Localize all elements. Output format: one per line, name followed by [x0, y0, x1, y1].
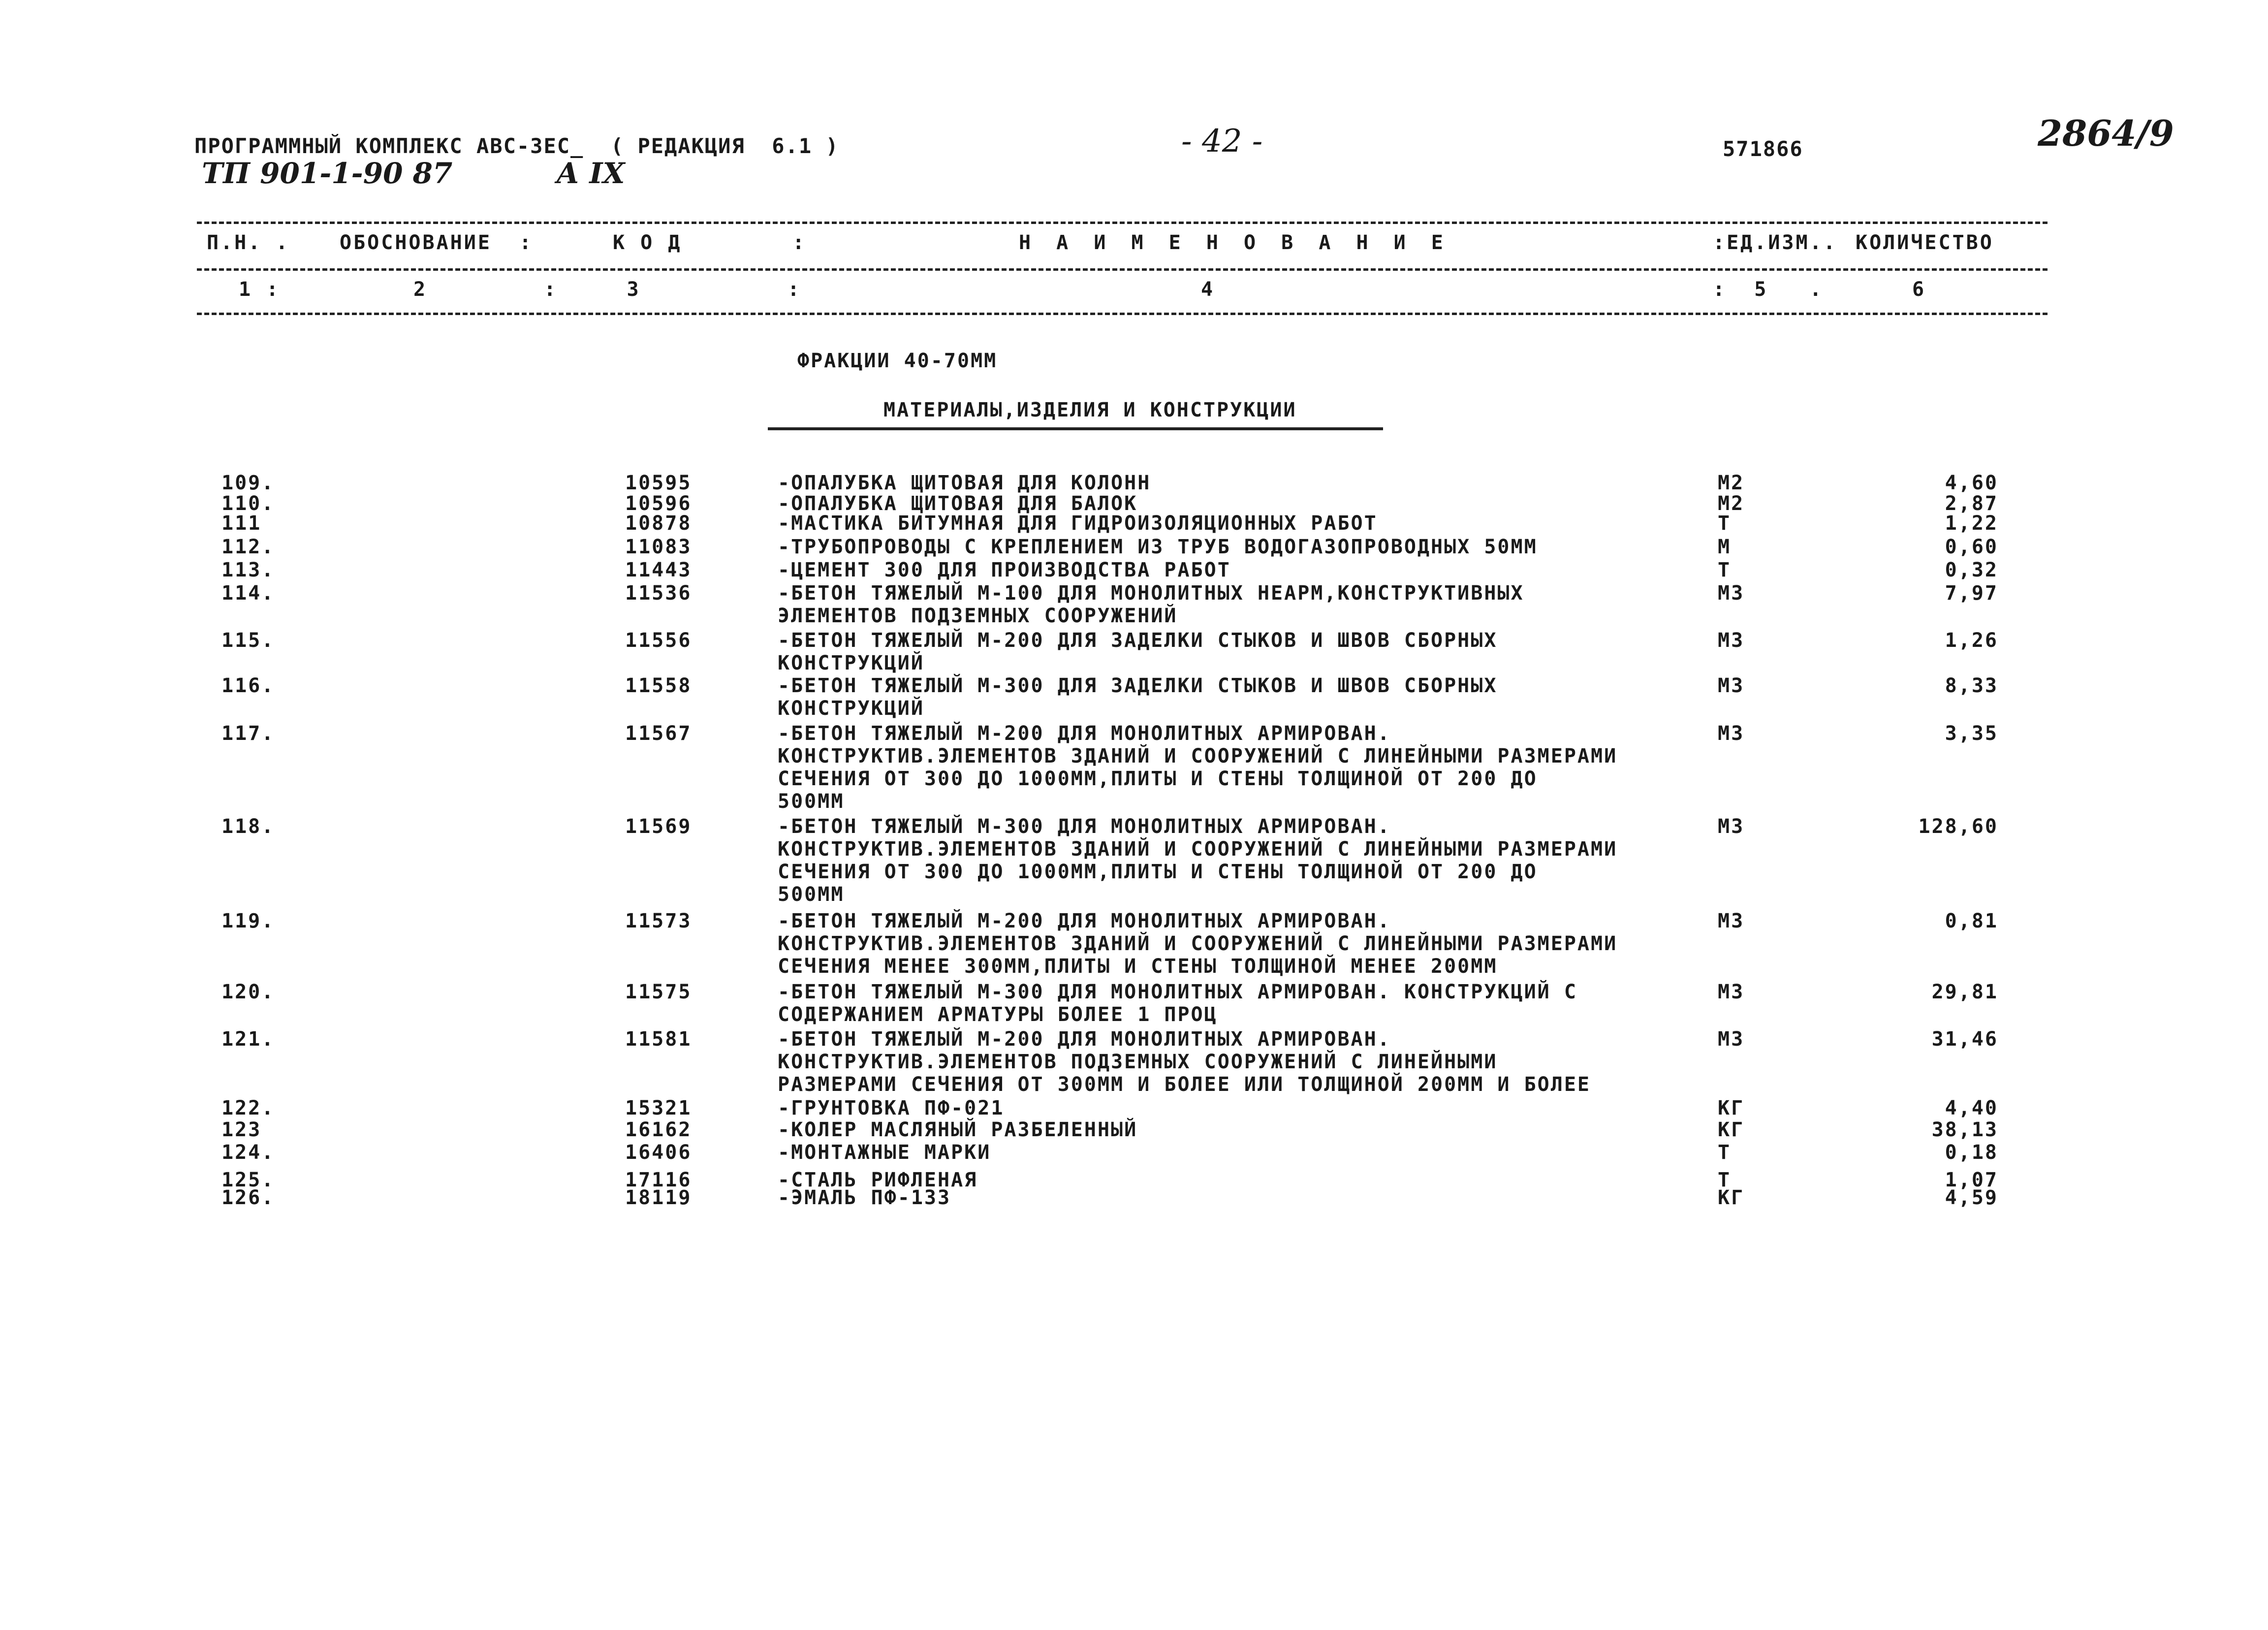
resource-code: 11575: [625, 981, 692, 1003]
quantity: 1,26: [1945, 629, 1998, 652]
col-num-4: 4: [1201, 278, 1215, 301]
item-name: -СТАЛЬ РИФЛЕНАЯ: [778, 1169, 978, 1191]
row-number: 110.: [221, 492, 275, 515]
col-num-1: 1 :: [239, 278, 281, 301]
item-name: -ГРУНТОВКА ПФ-021: [778, 1097, 1005, 1119]
resource-code: 10595: [625, 472, 692, 494]
item-name: -БЕТОН ТЯЖЕЛЫЙ М-200 ДЛЯ ЗАДЕЛКИ СТЫКОВ И ШВОВ СБОРНЫХ КОНСТРУКЦИЙ: [778, 629, 1498, 674]
item-name: -ЦЕМЕНТ 300 ДЛЯ ПРОИЗВОДСТВА РАБОТ: [778, 559, 1231, 581]
unit-of-measure: М3: [1718, 582, 1745, 605]
col-num-5: : 5 .: [1713, 278, 1824, 301]
unit-of-measure: М3: [1718, 629, 1745, 652]
quantity: 3,35: [1945, 722, 1998, 745]
unit-of-measure: М3: [1718, 1028, 1745, 1051]
item-name: -БЕТОН ТЯЖЕЛЫЙ М-300 ДЛЯ ЗАДЕЛКИ СТЫКОВ И ШВОВ СБОРНЫХ КОНСТРУКЦИЙ: [778, 674, 1498, 720]
quantity: 29,81: [1931, 981, 1998, 1003]
item-name: -ОПАЛУБКА ЩИТОВАЯ ДЛЯ КОЛОНН: [778, 472, 1151, 494]
col-num-3: : 3: [544, 278, 641, 301]
item-name: -ЭМАЛЬ ПФ-133: [778, 1186, 951, 1209]
resource-code: 11558: [625, 674, 692, 697]
resource-code: 11083: [625, 536, 692, 558]
header-rule-bottom: [197, 313, 2048, 315]
row-number: 115.: [221, 629, 275, 652]
materials-underline: [768, 427, 1383, 430]
fraction-title: ФРАКЦИИ 40-70ММ: [797, 350, 998, 372]
quantity: 4,40: [1945, 1097, 1998, 1119]
resource-code: 11573: [625, 910, 692, 932]
quantity: 128,60: [1918, 815, 1998, 838]
unit-of-measure: М3: [1718, 722, 1745, 745]
quantity: 1,07: [1945, 1169, 1998, 1191]
quantity: 7,97: [1945, 582, 1998, 605]
document-code: 571866: [1723, 137, 1803, 161]
col-num-6: 6: [1912, 278, 1926, 301]
col-head-name: Н А И М Е Н О В А Н И Е: [1019, 231, 1450, 254]
quantity: 0,60: [1945, 536, 1998, 558]
page-number: - 42 -: [1181, 123, 1263, 160]
unit-of-measure: М3: [1718, 674, 1745, 697]
item-name: -БЕТОН ТЯЖЕЛЫЙ М-100 ДЛЯ МОНОЛИТНЫХ НЕАРМ,КОНСТРУКТИВНЫХ ЭЛЕМЕНТОВ ПОДЗЕМНЫХ СООРУЖЕНИЙ: [778, 582, 1524, 627]
resource-code: 11443: [625, 559, 692, 581]
resource-code: 10878: [625, 512, 692, 535]
item-name: -БЕТОН ТЯЖЕЛЫЙ М-300 ДЛЯ МОНОЛИТНЫХ АРМИРОВАН. КОНСТРУКЦИЙ С СОДЕРЖАНИЕМ АРМАТУРЫ БОЛЕЕ 1 ПРОЦ: [778, 981, 1577, 1026]
unit-of-measure: Т: [1718, 512, 1732, 535]
item-name: -БЕТОН ТЯЖЕЛЫЙ М-200 ДЛЯ МОНОЛИТНЫХ АРМИРОВАН. КОНСТРУКТИВ.ЭЛЕМЕНТОВ ЗДАНИЙ И СООРУЖЕНИЙ С ЛИНЕЙНЫМИ РАЗМЕРАМИ СЕЧЕНИЯ МЕНЕЕ 300ММ,ПЛИТЫ И СТЕНЫ ТОЛЩИНОЙ МЕНЕЕ 200ММ: [778, 910, 1618, 978]
quantity: 2,87: [1945, 492, 1998, 515]
row-number: 117.: [221, 722, 275, 745]
col-num-4-sep: :: [788, 278, 802, 301]
col-head-qty: КОЛИЧЕСТВО: [1856, 231, 1994, 254]
handwritten-id: 2864/9: [2038, 112, 2174, 154]
resource-code: 11536: [625, 582, 692, 605]
item-name: -МОНТАЖНЫЕ МАРКИ: [778, 1141, 991, 1164]
row-number: 120.: [221, 981, 275, 1003]
item-name: -МАСТИКА БИТУМНАЯ ДЛЯ ГИДРОИЗОЛЯЦИОННЫХ РАБОТ: [778, 512, 1378, 535]
unit-of-measure: М2: [1718, 492, 1745, 515]
unit-of-measure: М3: [1718, 981, 1745, 1003]
resource-code: 16162: [625, 1119, 692, 1141]
unit-of-measure: КГ: [1718, 1097, 1745, 1119]
row-number: 122.: [221, 1097, 275, 1119]
unit-of-measure: КГ: [1718, 1186, 1745, 1209]
quantity: 4,60: [1945, 472, 1998, 494]
row-number: 112.: [221, 536, 275, 558]
quantity: 0,32: [1945, 559, 1998, 581]
project-code: ТП 901-1-90 87: [202, 157, 453, 190]
resource-code: 11569: [625, 815, 692, 838]
row-number: 109.: [221, 472, 275, 494]
row-number: 118.: [221, 815, 275, 838]
resource-code: 18119: [625, 1186, 692, 1209]
quantity: 4,59: [1945, 1186, 1998, 1209]
resource-code: 10596: [625, 492, 692, 515]
album-mark: А IX: [556, 157, 625, 190]
unit-of-measure: Т: [1718, 1141, 1732, 1164]
row-number: 123: [221, 1119, 262, 1141]
resource-code: 17116: [625, 1169, 692, 1191]
materials-title: МАТЕРИАЛЫ,ИЗДЕЛИЯ И КОНСТРУКЦИИ: [883, 399, 1297, 421]
unit-of-measure: М2: [1718, 472, 1745, 494]
row-number: 116.: [221, 674, 275, 697]
row-number: 111: [221, 512, 262, 535]
header-rule-mid: [197, 268, 2048, 271]
quantity: 8,33: [1945, 674, 1998, 697]
resource-code: 11567: [625, 722, 692, 745]
resource-code: 11581: [625, 1028, 692, 1051]
unit-of-measure: М3: [1718, 910, 1745, 932]
unit-of-measure: М: [1718, 536, 1732, 558]
resource-code: 16406: [625, 1141, 692, 1164]
row-number: 114.: [221, 582, 275, 605]
item-name: -БЕТОН ТЯЖЕЛЫЙ М-200 ДЛЯ МОНОЛИТНЫХ АРМИРОВАН. КОНСТРУКТИВ.ЭЛЕМЕНТОВ ЗДАНИЙ И СООРУЖЕНИЙ С ЛИНЕЙНЫМИ РАЗМЕРАМИ СЕЧЕНИЯ ОТ 300 ДО 1000ММ,ПЛИТЫ И СТЕНЫ ТОЛЩИНОЙ ОТ 200 ДО 500ММ: [778, 722, 1618, 813]
row-number: 124.: [221, 1141, 275, 1164]
row-number: 125.: [221, 1169, 275, 1191]
row-number: 119.: [221, 910, 275, 932]
quantity: 0,81: [1945, 910, 1998, 932]
col-num-2: 2: [413, 278, 428, 301]
quantity: 31,46: [1931, 1028, 1998, 1051]
row-number: 113.: [221, 559, 275, 581]
row-number: 126.: [221, 1186, 275, 1209]
resource-code: 15321: [625, 1097, 692, 1119]
quantity: 38,13: [1931, 1119, 1998, 1141]
resource-code: 11556: [625, 629, 692, 652]
header-rule-top: [197, 222, 2048, 224]
quantity: 1,22: [1945, 512, 1998, 535]
col-head-pn: П.Н. .: [207, 231, 290, 254]
unit-of-measure: Т: [1718, 1169, 1732, 1191]
quantity: 0,18: [1945, 1141, 1998, 1164]
program-title: ПРОГРАММНЫЙ КОМПЛЕКС АВС-ЗЕС_ ( РЕДАКЦИЯ 6.1 ): [194, 134, 839, 158]
item-name: -ТРУБОПРОВОДЫ С КРЕПЛЕНИЕМ ИЗ ТРУБ ВОДОГАЗОПРОВОДНЫХ 50ММ: [778, 536, 1538, 558]
col-head-unit: :ЕД.ИЗМ..: [1713, 231, 1837, 254]
item-name: -КОЛЕР МАСЛЯНЫЙ РАЗБЕЛЕННЫЙ: [778, 1119, 1138, 1141]
unit-of-measure: Т: [1718, 559, 1732, 581]
unit-of-measure: КГ: [1718, 1119, 1745, 1141]
item-name: -БЕТОН ТЯЖЕЛЫЙ М-200 ДЛЯ МОНОЛИТНЫХ АРМИРОВАН. КОНСТРУКТИВ.ЭЛЕМЕНТОВ ПОДЗЕМНЫХ СООРУЖЕНИЙ С ЛИНЕЙНЫМИ РАЗМЕРАМИ СЕЧЕНИЯ ОТ 300ММ И БОЛЕЕ ИЛИ ТОЛЩИНОЙ 200ММ И БОЛЕЕ: [778, 1028, 1591, 1096]
unit-of-measure: М3: [1718, 815, 1745, 838]
col-head-basis: ОБОСНОВАНИЕ :: [340, 231, 534, 254]
item-name: -ОПАЛУБКА ЩИТОВАЯ ДЛЯ БАЛОК: [778, 492, 1138, 515]
col-head-code: К О Д :: [613, 231, 807, 254]
row-number: 121.: [221, 1028, 275, 1051]
item-name: -БЕТОН ТЯЖЕЛЫЙ М-300 ДЛЯ МОНОЛИТНЫХ АРМИРОВАН. КОНСТРУКТИВ.ЭЛЕМЕНТОВ ЗДАНИЙ И СООРУЖЕНИЙ С ЛИНЕЙНЫМИ РАЗМЕРАМИ СЕЧЕНИЯ ОТ 300 ДО 1000ММ,ПЛИТЫ И СТЕНЫ ТОЛЩИНОЙ ОТ 200 ДО 500ММ: [778, 815, 1618, 906]
